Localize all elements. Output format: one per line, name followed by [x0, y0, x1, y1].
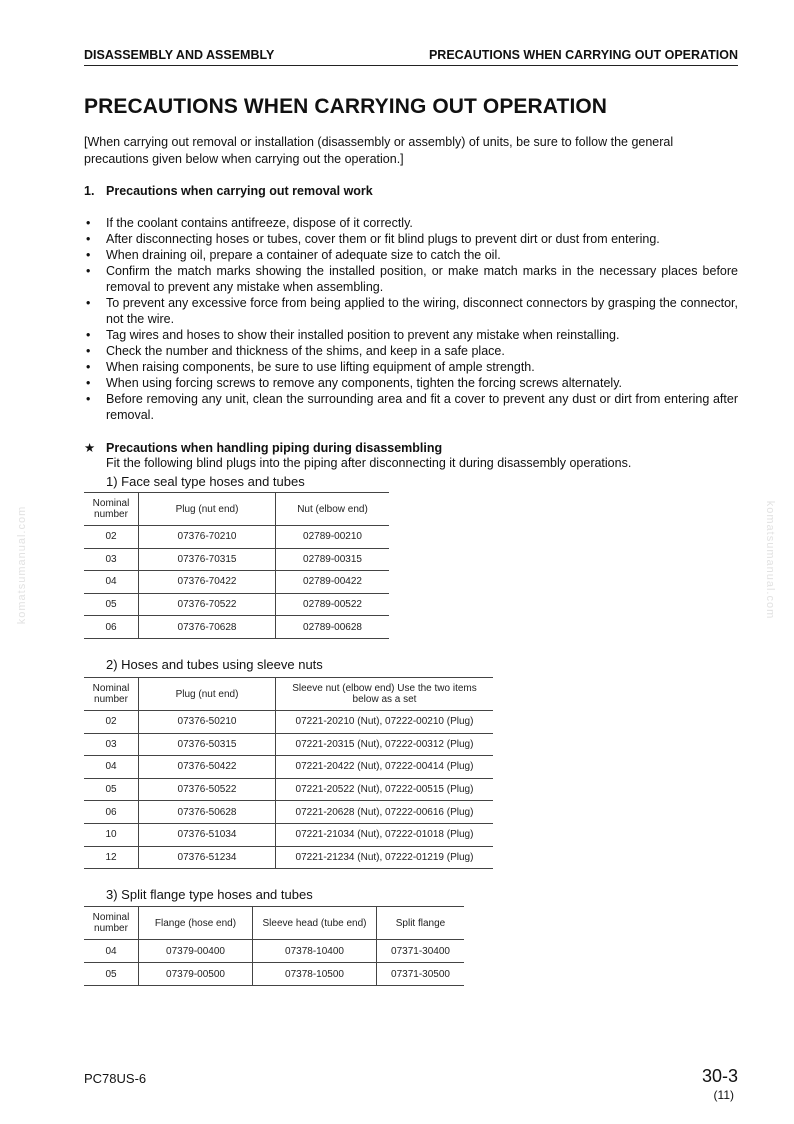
table-row [84, 548, 389, 571]
table-cell: 03 [84, 733, 139, 756]
list-item [84, 295, 738, 327]
table-cell: 07378-10500 [253, 963, 377, 986]
table-row [84, 823, 493, 846]
sleeve-nut-table [84, 677, 493, 869]
table-cell: 07376-50422 [139, 756, 276, 779]
table-cell: 07376-50315 [139, 733, 276, 756]
list-item-text: Check the number and thickness of the shims, and keep in a safe place. [106, 344, 505, 358]
table-cell: 07221-20522 (Nut), 07222-00515 (Plug) [276, 778, 494, 801]
table-cell: 12 [84, 846, 139, 869]
table-cell: 07376-70315 [139, 548, 276, 571]
table-header-row [84, 678, 493, 711]
table-row [84, 940, 464, 963]
header-section: DISASSEMBLY AND ASSEMBLY [84, 48, 275, 62]
piping-note [84, 440, 631, 471]
table-cell: 07221-20315 (Nut), 07222-00312 (Plug) [276, 733, 494, 756]
table-cell: 07371-30400 [377, 940, 465, 963]
table-row [84, 963, 464, 986]
section-heading [84, 184, 373, 198]
table-cell: 07221-20628 (Nut), 07222-00616 (Plug) [276, 801, 494, 824]
table-cell: 07221-21034 (Nut), 07222-01018 (Plug) [276, 823, 494, 846]
section-title: Precautions when carrying out removal work [106, 184, 373, 198]
page-title: PRECAUTIONS WHEN CARRYING OUT OPERATION [84, 95, 608, 118]
table-cell: 04 [84, 756, 139, 779]
table-cell: 07221-21234 (Nut), 07222-01219 (Plug) [276, 846, 494, 869]
table-header-cell: Nominal number [84, 493, 139, 526]
list-item [84, 327, 738, 343]
table-cell: 05 [84, 963, 139, 986]
table-row [84, 801, 493, 824]
list-item-text: Confirm the match marks showing the installed position, or make match marks in the necessary places before removal to prevent any mistake when assembling. [106, 264, 738, 294]
section-number: 1. [84, 184, 95, 198]
bullet-icon: • [86, 216, 91, 230]
table-cell: 05 [84, 778, 139, 801]
table3-caption: 3) Split flange type hoses and tubes [106, 887, 313, 902]
table-cell: 07376-51034 [139, 823, 276, 846]
table-cell: 04 [84, 571, 139, 594]
table-cell: 07376-70210 [139, 526, 276, 549]
table-cell: 05 [84, 593, 139, 616]
split-flange-table [84, 906, 464, 986]
intro-paragraph: [When carrying out removal or installation (disassembly or assembly) of units, be sure to follow the general precautions given below when carrying out the operation.] [84, 135, 674, 166]
table-cell: 02789-00628 [276, 616, 390, 639]
list-item [84, 391, 738, 423]
bullet-icon: • [86, 360, 91, 374]
star-icon: ★ [84, 441, 96, 455]
list-item [84, 247, 738, 263]
footer-revision: (11) [713, 1088, 734, 1102]
table-cell: 06 [84, 616, 139, 639]
table-cell: 02 [84, 526, 139, 549]
list-item [84, 343, 738, 359]
table-header-cell: Nut (elbow end) [276, 493, 390, 526]
table-cell: 07371-30500 [377, 963, 465, 986]
bullet-icon: • [86, 296, 91, 310]
table-cell: 02789-00422 [276, 571, 390, 594]
table-header-cell: Flange (hose end) [139, 907, 253, 940]
list-item [84, 231, 738, 247]
table-header-cell: Plug (nut end) [139, 678, 276, 711]
page-header [84, 47, 738, 66]
table-cell: 07378-10400 [253, 940, 377, 963]
table-cell: 10 [84, 823, 139, 846]
table-cell: 07376-50522 [139, 778, 276, 801]
bullet-icon: • [86, 264, 91, 278]
table-cell: 07221-20422 (Nut), 07222-00414 (Plug) [276, 756, 494, 779]
header-topic: PRECAUTIONS WHEN CARRYING OUT OPERATION [428, 48, 738, 62]
table-row [84, 593, 389, 616]
precaution-list [84, 215, 738, 423]
bullet-icon: • [86, 392, 91, 406]
table-cell: 07376-70522 [139, 593, 276, 616]
watermark-left: komatsumanual.com [16, 505, 28, 625]
list-item [84, 263, 738, 295]
list-item-text: When raising components, be sure to use lifting equipment of ample strength. [106, 360, 535, 374]
table-row [84, 571, 389, 594]
table-cell: 02 [84, 711, 139, 734]
table-row [84, 756, 493, 779]
face-seal-table [84, 492, 389, 639]
table-header-row [84, 907, 464, 940]
list-item-text: To prevent any excessive force from being applied to the wiring, disconnect connectors by grasping the connector, not the wire. [106, 296, 738, 326]
table-cell: 02789-00315 [276, 548, 390, 571]
list-item-text: When using forcing screws to remove any components, tighten the forcing screws alternately. [106, 376, 622, 390]
footer-model: PC78US-6 [84, 1071, 147, 1086]
table-header-cell: Sleeve nut (elbow end) Use the two items below as a set [276, 678, 494, 711]
table-header-cell: Sleeve head (tube end) [253, 907, 377, 940]
table-header-cell: Nominal number [84, 907, 139, 940]
piping-note-text: Fit the following blind plugs into the piping after disconnecting it during disassembly operations. [106, 456, 632, 470]
table-cell: 02789-00210 [276, 526, 390, 549]
list-item-text: When draining oil, prepare a container of adequate size to catch the oil. [106, 248, 501, 262]
bullet-icon: • [86, 328, 91, 342]
table-header-cell: Nominal number [84, 678, 139, 711]
table-row [84, 711, 493, 734]
table-row [84, 733, 493, 756]
table-cell: 07376-50210 [139, 711, 276, 734]
bullet-icon: • [86, 248, 91, 262]
list-item-text: If the coolant contains antifreeze, dispose of it correctly. [106, 216, 413, 230]
list-item [84, 215, 738, 231]
table-cell: 07379-00400 [139, 940, 253, 963]
list-item-text: After disconnecting hoses or tubes, cover them or fit blind plugs to prevent dirt or dust from entering. [106, 232, 660, 246]
table-row [84, 616, 389, 639]
table-cell: 07376-70628 [139, 616, 276, 639]
table2-caption: 2) Hoses and tubes using sleeve nuts [106, 657, 323, 672]
table-cell: 06 [84, 801, 139, 824]
list-item [84, 375, 738, 391]
table-row [84, 778, 493, 801]
table-cell: 02789-00522 [276, 593, 390, 616]
table-cell: 03 [84, 548, 139, 571]
table-header-cell: Plug (nut end) [139, 493, 276, 526]
bullet-icon: • [86, 376, 91, 390]
table-cell: 04 [84, 940, 139, 963]
piping-note-title: Precautions when handling piping during disassembling [106, 441, 443, 455]
table-cell: 07379-00500 [139, 963, 253, 986]
table-row [84, 526, 389, 549]
table-cell: 07221-20210 (Nut), 07222-00210 (Plug) [276, 711, 494, 734]
table-header-row [84, 493, 389, 526]
table1-caption: 1) Face seal type hoses and tubes [106, 474, 305, 489]
bullet-icon: • [86, 232, 91, 246]
watermark-right: komatsumanual.com [764, 500, 776, 620]
bullet-icon: • [86, 344, 91, 358]
list-item-text: Before removing any unit, clean the surrounding area and fit a cover to prevent any dust or dirt from entering after removal. [106, 392, 738, 422]
footer-page-number: 30-3 [701, 1066, 738, 1086]
list-item [84, 359, 738, 375]
table-cell: 07376-51234 [139, 846, 276, 869]
table-row [84, 846, 493, 869]
table-cell: 07376-50628 [139, 801, 276, 824]
table-cell: 07376-70422 [139, 571, 276, 594]
table-header-cell: Split flange [377, 907, 465, 940]
list-item-text: Tag wires and hoses to show their installed position to prevent any mistake when reinstalling. [106, 328, 620, 342]
